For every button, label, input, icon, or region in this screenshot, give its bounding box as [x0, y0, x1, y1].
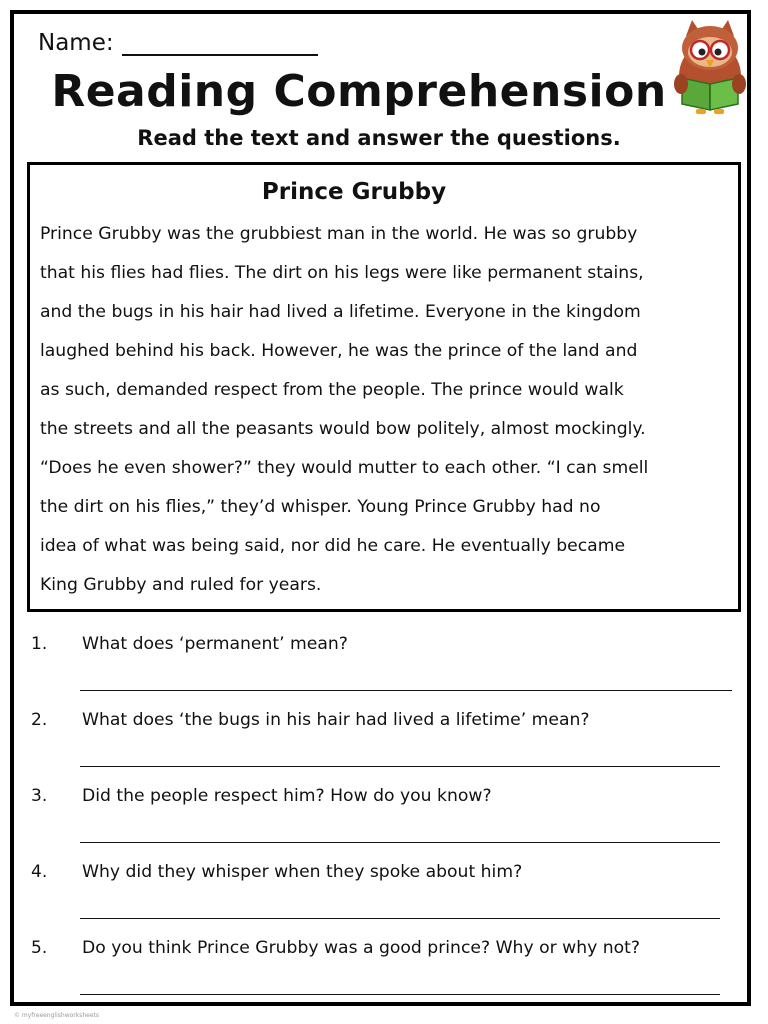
- story-box: [27, 162, 741, 612]
- question-4: [0, 862, 768, 938]
- question-number: 1.: [31, 634, 48, 654]
- story-line: “Does he even shower?” they would mutter to each other. “I can smell: [40, 458, 649, 478]
- story-line: as such, demanded respect from the people. The prince would walk: [40, 380, 624, 400]
- story-line: the streets and all the peasants would bow politely, almost mockingly.: [40, 419, 646, 439]
- story-line: idea of what was being said, nor did he care. He eventually became: [40, 536, 626, 556]
- story-line: the dirt on his flies,” they’d whisper. Young Prince Grubby had no: [40, 497, 601, 517]
- question-number: 3.: [31, 786, 48, 806]
- question-text: What does ‘the bugs in his hair had lived a lifetime’ mean?: [82, 710, 590, 730]
- question-3: [0, 786, 768, 862]
- question-number: 2.: [31, 710, 48, 730]
- question-number: 5.: [31, 938, 48, 958]
- answer-line[interactable]: [80, 994, 720, 995]
- story-title: Prince Grubby: [261, 179, 447, 205]
- copyright-notice: © myfreeenglishworksheets: [14, 1012, 100, 1019]
- question-text: Did the people respect him? How do you know?: [82, 786, 492, 806]
- answer-line[interactable]: [80, 842, 720, 843]
- story-line: that his flies had flies. The dirt on his legs were like permanent stains,: [40, 263, 644, 283]
- reading-owl-icon: [672, 18, 748, 116]
- question-2: [0, 710, 768, 786]
- question-5: [0, 938, 768, 1014]
- story-line: and the bugs in his hair had lived a lifetime. Everyone in the kingdom: [40, 302, 641, 322]
- answer-line[interactable]: [80, 766, 720, 767]
- name-label: Name:: [38, 30, 114, 56]
- story-text: [40, 221, 740, 611]
- story-line: Prince Grubby was the grubbiest man in the world. He was so grubby: [40, 224, 638, 244]
- name-answer-line[interactable]: [122, 32, 318, 56]
- question-text: Do you think Prince Grubby was a good prince? Why or why not?: [82, 938, 640, 958]
- story-line: laughed behind his back. However, he was the prince of the land and: [40, 341, 638, 361]
- name-field-row: [38, 30, 318, 56]
- story-line: King Grubby and ruled for years.: [40, 575, 322, 595]
- page-subtitle: Read the text and answer the questions.: [137, 126, 621, 150]
- question-text: What does ‘permanent’ mean?: [82, 634, 348, 654]
- question-text: Why did they whisper when they spoke about him?: [82, 862, 523, 882]
- question-number: 4.: [31, 862, 48, 882]
- question-1: [0, 634, 768, 710]
- answer-line[interactable]: [80, 918, 720, 919]
- page-title: Reading Comprehension: [51, 66, 667, 117]
- answer-line[interactable]: [80, 690, 732, 691]
